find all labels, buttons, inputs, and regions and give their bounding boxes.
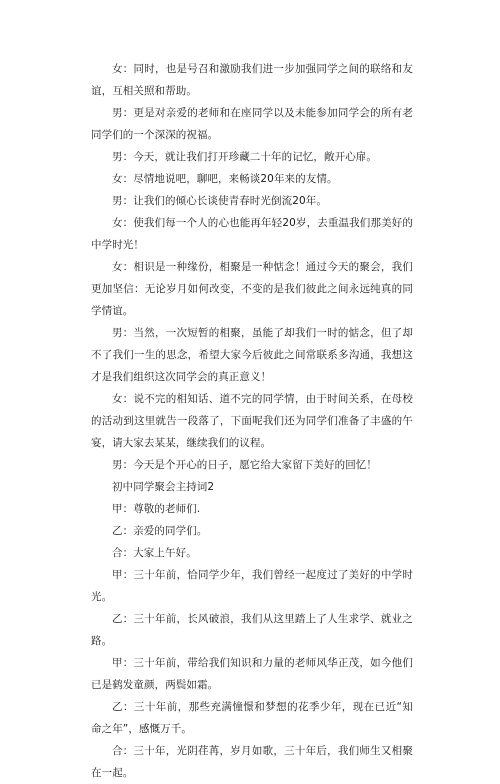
paragraph: 甲：尊敬的老师们. — [112, 503, 201, 515]
paragraph: 女：同时，也是号召和激励我们进一步加强同学之间的联络和友谊，互相关照和帮助。 — [91, 63, 413, 97]
paragraph: 合：大家上午好。 — [112, 547, 197, 559]
paragraph: 女：说不完的相知话、道不完的同学情，由于时间关系，在母校的活动到这里就告一段落了，下面呢我们还为同学们准备了丰盛的午宴，请大家去某某，继续我们的议程。 — [91, 393, 413, 449]
paragraph: 女：尽情地说吧，聊吧，来畅谈20年来的友情。 — [112, 173, 338, 185]
paragraph: 乙：三十年前，那些充满憧憬和梦想的花季少年，现在已近“知命之年”，感慨万千。 — [91, 701, 413, 735]
paragraph: 乙：三十年前，长风破浪，我们从这里踏上了人生求学、就业之路。 — [91, 613, 413, 647]
paragraph: 女：相识是一种缘份，相聚是一种惦念！通过今天的聚会，我们更加坚信：无论岁月如何改变，不变的是我们彼此之间永远纯真的同学情谊。 — [91, 261, 413, 317]
paragraph: 男：今天，就让我们打开珍藏二十年的记忆，敞开心扉。 — [112, 151, 377, 163]
paragraph: 男：更是对亲爱的老师和在座同学以及未能参加同学会的所有老同学们的一个深深的祝福。 — [91, 107, 413, 141]
paragraph: 合：三十年，光阴荏苒，岁月如歌，三十年后，我们师生又相聚在一起。 — [91, 745, 413, 779]
paragraph: 甲：三十年前，恰同学少年，我们曾经一起度过了美好的中学时光。 — [91, 569, 413, 603]
paragraph: 男：今天是个开心的日子，愿它给大家留下美好的回忆！ — [112, 459, 377, 471]
paragraph: 乙：亲爱的同学们。 — [112, 525, 208, 537]
paragraph: 男：当然，一次短暂的相聚，虽能了却我们一时的惦念，但了却不了我们一生的思念，希望大家今后彼此之间常联系多沟通，我想这才是我们组织这次同学会的真正意义！ — [91, 327, 413, 383]
paragraph: 女：使我们每一个人的心也能再年轻20岁，去重温我们那美好的中学时光！ — [91, 217, 413, 251]
paragraph: 甲：三十年前，带给我们知识和力量的老师风华正茂，如今他们已是鹤发童颜，两鬓如霜。 — [91, 657, 413, 691]
document-body — [91, 58, 413, 784]
paragraph: 男：让我们的倾心长谈使青春时光倒流20年。 — [112, 195, 327, 207]
section-heading: 初中同学聚会主持词2 — [112, 481, 215, 493]
